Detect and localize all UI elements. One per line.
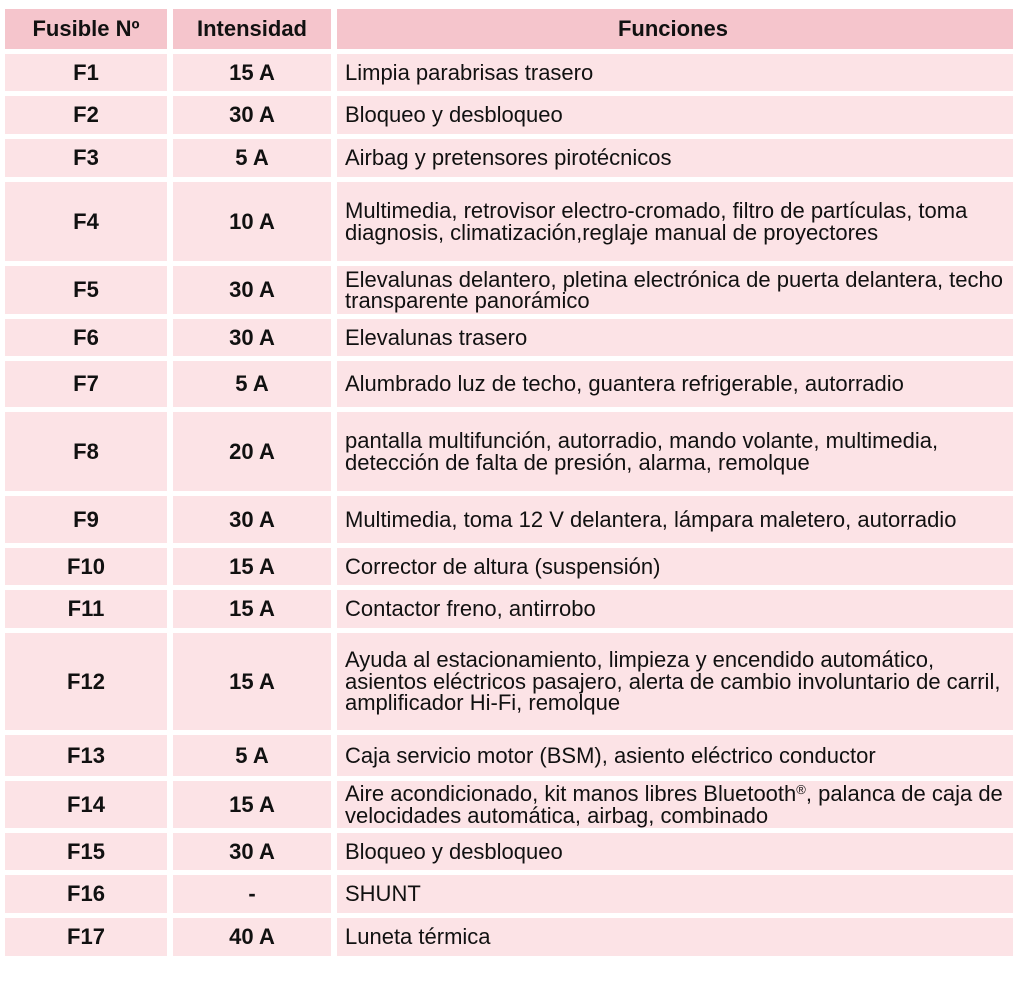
fuse-number: F12 <box>5 633 167 730</box>
table-row <box>5 139 1013 177</box>
fuse-functions: Corrector de altura (suspensión) <box>337 548 1013 585</box>
table-row <box>5 735 1013 776</box>
fuse-number: F9 <box>5 496 167 543</box>
table-row <box>5 875 1013 913</box>
fuse-functions: Ayuda al estacionamiento, limpieza y encendido automático, asientos eléctricos pasajero, alerta de cambio involuntario de carril, amplificador Hi-Fi, remolque <box>337 633 1013 730</box>
fuse-functions: Airbag y pretensores pirotécnicos <box>337 139 1013 177</box>
functions-text: Aire acondicionado, kit manos libres Bluetooth <box>345 781 797 806</box>
fuse-functions: Bloqueo y desbloqueo <box>337 833 1013 870</box>
fuse-number: F10 <box>5 548 167 585</box>
table-row <box>5 266 1013 314</box>
header-functions: Funciones <box>337 9 1013 49</box>
fuse-functions: pantalla multifunción, autorradio, mando volante, multimedia, detección de falta de presión, alarma, remolque <box>337 412 1013 491</box>
fuse-number: F5 <box>5 266 167 314</box>
fuse-number: F16 <box>5 875 167 913</box>
fuse-functions: Multimedia, toma 12 V delantera, lámpara maletero, autorradio <box>337 496 1013 543</box>
fuse-number: F6 <box>5 319 167 356</box>
fuse-amps: 15 A <box>173 590 331 628</box>
fuse-number: F1 <box>5 54 167 91</box>
fuse-amps: 10 A <box>173 182 331 261</box>
registered-mark: ® <box>796 782 806 797</box>
functions-text-tail: , palanca de caja de velocidades automática, airbag, combinado <box>345 781 1003 828</box>
fuse-number: F2 <box>5 96 167 134</box>
fuse-amps: - <box>173 875 331 913</box>
fuse-amps: 15 A <box>173 633 331 730</box>
fuse-functions: Multimedia, retrovisor electro-cromado, filtro de partículas, toma diagnosis, climatización,reglaje manual de proyectores <box>337 182 1013 261</box>
fuse-number: F4 <box>5 182 167 261</box>
fuse-table <box>5 9 1013 961</box>
fuse-number: F17 <box>5 918 167 956</box>
table-row <box>5 833 1013 870</box>
table-row <box>5 54 1013 91</box>
fuse-functions <box>337 781 1013 828</box>
fuse-amps: 15 A <box>173 781 331 828</box>
fuse-number: F7 <box>5 361 167 407</box>
table-header <box>5 9 1013 49</box>
table-row <box>5 590 1013 628</box>
header-amps: Intensidad <box>173 9 331 49</box>
fuse-number: F11 <box>5 590 167 628</box>
fuse-amps: 5 A <box>173 735 331 776</box>
table-row <box>5 781 1013 828</box>
fuse-functions: SHUNT <box>337 875 1013 913</box>
table-row <box>5 412 1013 491</box>
fuse-functions: Alumbrado luz de techo, guantera refrigerable, autorradio <box>337 361 1013 407</box>
fuse-number: F15 <box>5 833 167 870</box>
fuse-amps: 30 A <box>173 96 331 134</box>
fuse-number: F14 <box>5 781 167 828</box>
table-row <box>5 548 1013 585</box>
fuse-functions: Limpia parabrisas trasero <box>337 54 1013 91</box>
fuse-functions: Caja servicio motor (BSM), asiento eléctrico conductor <box>337 735 1013 776</box>
table-row <box>5 319 1013 356</box>
table-row <box>5 496 1013 543</box>
fuse-amps: 30 A <box>173 496 331 543</box>
fuse-amps: 20 A <box>173 412 331 491</box>
fuse-amps: 30 A <box>173 833 331 870</box>
fuse-amps: 40 A <box>173 918 331 956</box>
fuse-number: F3 <box>5 139 167 177</box>
fuse-amps: 30 A <box>173 266 331 314</box>
fuse-amps: 15 A <box>173 548 331 585</box>
fuse-amps: 30 A <box>173 319 331 356</box>
fuse-amps: 5 A <box>173 361 331 407</box>
table-row <box>5 96 1013 134</box>
fuse-functions: Elevalunas trasero <box>337 319 1013 356</box>
table-row <box>5 182 1013 261</box>
table-row <box>5 633 1013 730</box>
table-row <box>5 918 1013 956</box>
fuse-amps: 15 A <box>173 54 331 91</box>
fuse-functions: Elevalunas delantero, pletina electrónica de puerta delantera, techo transparente panorámico <box>337 266 1013 314</box>
fuse-number: F13 <box>5 735 167 776</box>
fuse-functions: Bloqueo y desbloqueo <box>337 96 1013 134</box>
fuse-functions: Luneta térmica <box>337 918 1013 956</box>
fuse-functions: Contactor freno, antirrobo <box>337 590 1013 628</box>
header-fuse: Fusible Nº <box>5 9 167 49</box>
fuse-number: F8 <box>5 412 167 491</box>
table-row <box>5 361 1013 407</box>
fuse-amps: 5 A <box>173 139 331 177</box>
